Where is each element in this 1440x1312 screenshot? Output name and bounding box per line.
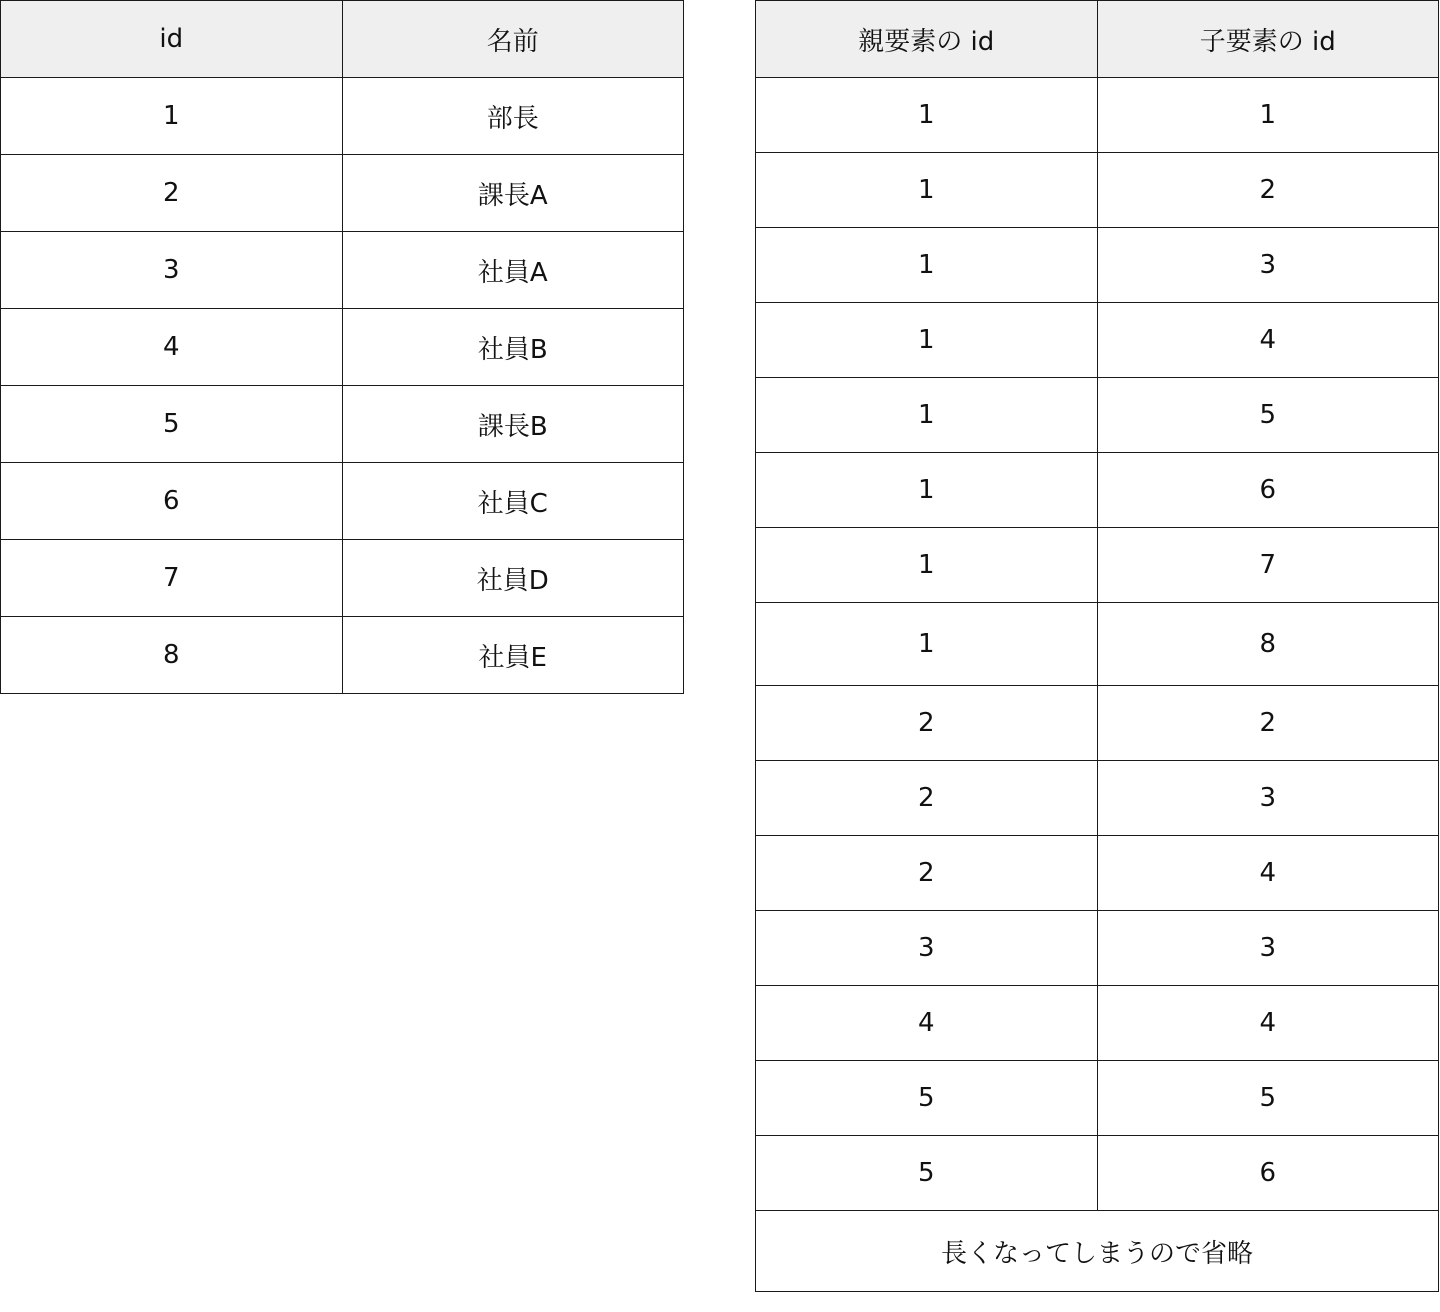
child-id-cell: 2: [1097, 686, 1439, 761]
child-id-cell: 4: [1097, 986, 1439, 1061]
parent-id-cell: 2: [756, 836, 1098, 911]
employee-name-cell: 課長A: [342, 155, 684, 232]
header-parent-id: 親要素の id: [756, 1, 1098, 78]
child-id-cell: 3: [1097, 911, 1439, 986]
table-row: [756, 836, 1439, 911]
relation-table-header-row: [756, 1, 1439, 78]
table-row: [756, 761, 1439, 836]
table-row: [756, 378, 1439, 453]
header-id: id: [1, 1, 343, 78]
child-id-cell: 8: [1097, 603, 1439, 686]
employee-name-cell: 社員E: [342, 617, 684, 694]
child-id-cell: 3: [1097, 761, 1439, 836]
child-id-cell: 3: [1097, 228, 1439, 303]
parent-id-cell: 1: [756, 78, 1098, 153]
child-id-cell: 6: [1097, 453, 1439, 528]
employee-name-cell: 社員C: [342, 463, 684, 540]
employee-id-cell: 5: [1, 386, 343, 463]
parent-id-cell: 5: [756, 1061, 1098, 1136]
table-row: [756, 911, 1439, 986]
header-name: 名前: [342, 1, 684, 78]
parent-id-cell: 1: [756, 528, 1098, 603]
table-row: [1, 617, 684, 694]
employee-name-cell: 社員A: [342, 232, 684, 309]
employee-table-header-row: [1, 1, 684, 78]
relation-table: [755, 0, 1439, 1292]
employee-id-cell: 1: [1, 78, 343, 155]
parent-id-cell: 1: [756, 378, 1098, 453]
child-id-cell: 6: [1097, 1136, 1439, 1211]
employee-id-cell: 8: [1, 617, 343, 694]
employee-name-cell: 社員D: [342, 540, 684, 617]
parent-id-cell: 1: [756, 603, 1098, 686]
parent-id-cell: 3: [756, 911, 1098, 986]
table-row: [1, 78, 684, 155]
child-id-cell: 1: [1097, 78, 1439, 153]
table-row: [1, 386, 684, 463]
child-id-cell: 7: [1097, 528, 1439, 603]
table-row: [1, 540, 684, 617]
table-row: [1, 232, 684, 309]
table-row: [756, 1136, 1439, 1211]
table-row: [756, 986, 1439, 1061]
omitted-note-row: [756, 1211, 1439, 1292]
employee-id-cell: 6: [1, 463, 343, 540]
table-row: [756, 603, 1439, 686]
child-id-cell: 4: [1097, 303, 1439, 378]
employee-id-cell: 3: [1, 232, 343, 309]
parent-id-cell: 1: [756, 153, 1098, 228]
parent-id-cell: 1: [756, 228, 1098, 303]
omitted-note: 長くなってしまうので省略: [756, 1211, 1439, 1292]
table-row: [1, 309, 684, 386]
employee-id-cell: 2: [1, 155, 343, 232]
parent-id-cell: 2: [756, 686, 1098, 761]
table-row: [756, 228, 1439, 303]
employee-name-cell: 社員B: [342, 309, 684, 386]
table-row: [756, 528, 1439, 603]
employee-id-cell: 7: [1, 540, 343, 617]
child-id-cell: 5: [1097, 1061, 1439, 1136]
child-id-cell: 2: [1097, 153, 1439, 228]
employee-table: [0, 0, 684, 694]
child-id-cell: 5: [1097, 378, 1439, 453]
table-row: [756, 1061, 1439, 1136]
employee-name-cell: 課長B: [342, 386, 684, 463]
table-row: [756, 303, 1439, 378]
table-row: [1, 463, 684, 540]
table-row: [756, 686, 1439, 761]
parent-id-cell: 1: [756, 303, 1098, 378]
parent-id-cell: 5: [756, 1136, 1098, 1211]
table-row: [756, 78, 1439, 153]
employee-name-cell: 部長: [342, 78, 684, 155]
employee-id-cell: 4: [1, 309, 343, 386]
parent-id-cell: 4: [756, 986, 1098, 1061]
table-row: [756, 453, 1439, 528]
table-row: [1, 155, 684, 232]
child-id-cell: 4: [1097, 836, 1439, 911]
table-row: [756, 153, 1439, 228]
header-child-id: 子要素の id: [1097, 1, 1439, 78]
parent-id-cell: 2: [756, 761, 1098, 836]
parent-id-cell: 1: [756, 453, 1098, 528]
